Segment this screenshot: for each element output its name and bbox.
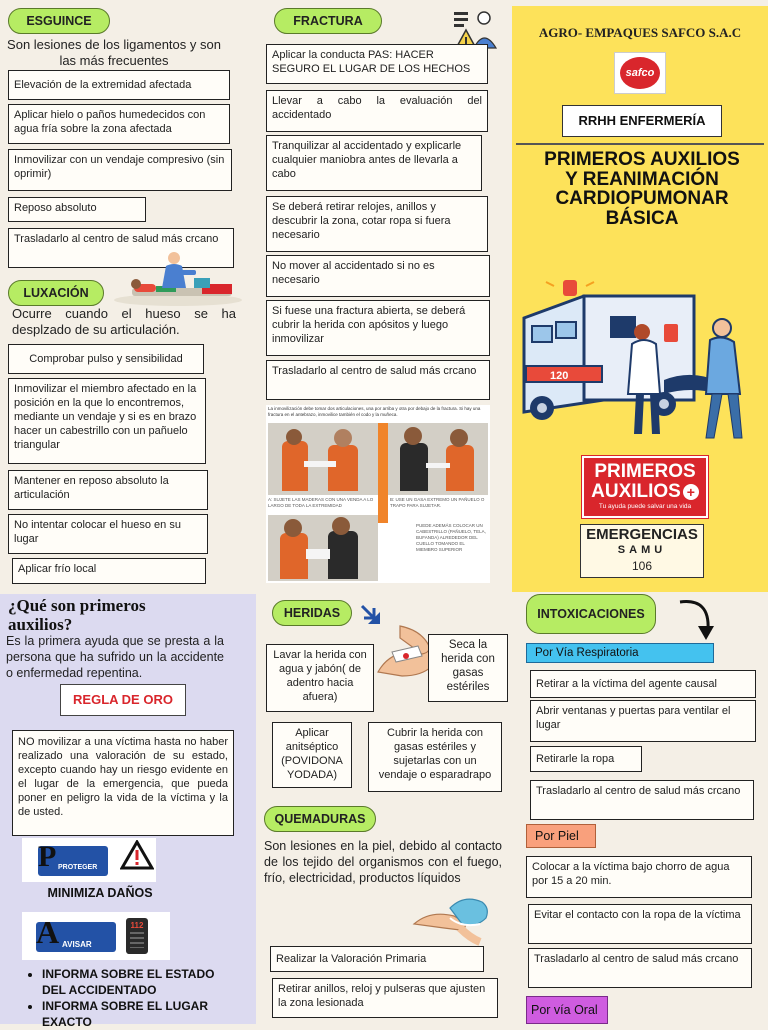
esguince-item-5: Trasladarlo al centro de salud más crcano <box>8 228 234 268</box>
esguince-title: ESGUINCE <box>8 8 110 34</box>
badge-line-2: AUXILIOS <box>591 481 681 502</box>
heridas-title: HERIDAS <box>272 600 352 626</box>
respiratoria-label: Por Vía Respiratoria <box>526 643 714 663</box>
esguince-item-2: Aplicar hielo o paños humedecidos con agua fría sobre la zona afectada <box>8 104 230 144</box>
que-son-title: ¿Qué son primeros auxilios? <box>8 596 146 634</box>
cover-divider <box>516 143 764 145</box>
nurse-care-illustration <box>112 248 244 308</box>
safco-logo-text: safco <box>620 57 660 89</box>
warning-triangle-icon <box>120 840 154 870</box>
avisar-label: AVISAR <box>62 940 92 949</box>
luxacion-item-5: Aplicar frío local <box>12 558 206 584</box>
piel-item-3: Trasladarlo al centro de salud más crcano <box>528 948 752 988</box>
luxacion-title: LUXACIÓN <box>8 280 104 306</box>
fractura-photo-a <box>268 423 378 495</box>
luxacion-item-2: Inmovilizar el miembro afectado en la posición en la que lo encontremos, mediante un vendaje y si es en brazo hacer un cabestrillo con un pañuelo triangular <box>8 378 206 464</box>
bullet-lugar: • INFORMA SOBRE EL LUGAR EXACTO <box>42 998 240 1030</box>
fractura-item-4: Se deberá retirar relojes, anillos y descubrir la zona, cotar ropa si fuera necesario <box>266 196 488 252</box>
fractura-photo-b-caption: B: USE UN GASA EXTREMO UN PAÑUELO O TRAPO PARA SUJETAR. <box>390 497 485 508</box>
fractura-photo-c <box>268 515 378 581</box>
heridas-item-2: Seca la herida con gasas estériles <box>428 634 508 702</box>
fractura-item-5: No mover al accidentado si no es necesario <box>266 255 490 297</box>
esguince-item-3: Inmovilizar con un vendaje compresivo (sin oprimir) <box>8 149 232 191</box>
minimiza-danos: MINIMIZA DAÑOS <box>47 886 153 900</box>
emergency-service: SAMU <box>617 544 667 556</box>
emergency-number: 106 <box>631 559 653 573</box>
phone-number: 112 <box>130 921 144 930</box>
avisar-letter: A <box>36 914 60 950</box>
luxacion-item-1: Comprobar pulso y sensibilidad <box>8 344 204 374</box>
esguince-intro: Son lesiones de los ligamentos y son las más frecuentes <box>7 37 221 68</box>
fractura-photo-a-caption: A: SUJETE LAS MADERAS CON UNA VENDA A LO LARGO DE TODA LA EXTREMIDAD <box>268 497 374 508</box>
primeros-auxilios-badge <box>582 456 708 518</box>
avisar-banner <box>22 912 170 960</box>
emergency-card <box>580 524 704 578</box>
esguince-item-4: Reposo absoluto <box>8 197 146 222</box>
fractura-photo-panel <box>266 405 490 583</box>
heridas-item-3: Aplicar anitséptico (POVIDONA YODADA) <box>272 722 352 788</box>
heridas-item-1: Lavar la herida con agua y jabón( de adentro hacia afuera) <box>266 644 374 712</box>
respiratoria-item-2: Abrir ventanas y puertas para ventilar el lugar <box>530 700 756 742</box>
luxacion-intro: Ocurre cuando el hueso se ha desplzado de su articulación. <box>12 306 236 337</box>
medical-cross-icon: + <box>683 484 699 500</box>
curved-arrow-icon <box>676 596 716 644</box>
regla-de-oro-text: NO movilizar a una víctima hasta no haber realizado una valoración de su estado, excepto cuando hay un riesgo evidente en el lugar de la emergencia, que pueda poner en peligro la vida de la víctima y la de usted. <box>12 730 234 836</box>
quemaduras-item-1: Realizar la Valoración Primaria <box>270 946 484 972</box>
intoxicaciones-title: INTOXICACIONES <box>526 594 656 634</box>
fractura-item-7: Trasladarlo al centro de salud más crcano <box>266 360 490 400</box>
cover-dept: RRHH ENFERMERÍA <box>562 105 722 137</box>
fractura-photo-c-caption: PUEDE ADEMÁS COLOCAR UN CABESTRILLO (PAÑUELO, TELA, BUFANDA) ALREDEDOR DEL CUELLO TOMANDO EL MIEMBRO SUPERIOR <box>416 523 486 552</box>
bullet-estado: • INFORMA SOBRE EL ESTADO DEL ACCIDENTADO <box>42 966 240 998</box>
quemaduras-intro: Son lesiones en la piel, debido al contacto de los tejido del organismos con el fuego, frío, electricidad, productos líquidos <box>264 839 502 885</box>
esguince-item-1: Elevación de la extremidad afectada <box>8 70 230 100</box>
ambulance-illustration <box>514 280 768 445</box>
regla-de-oro-title: REGLA DE ORO <box>60 684 186 716</box>
oral-label: Por vía Oral <box>526 996 608 1024</box>
quemaduras-item-2: Retirar anillos, reloj y pulseras que ajusten la zona lesionada <box>272 978 498 1018</box>
piel-label: Por Piel <box>526 824 596 848</box>
fractura-photo-b <box>388 423 488 495</box>
emergency-title: EMERGENCIAS <box>586 526 698 543</box>
que-son-bullets <box>28 966 240 1030</box>
fractura-photo-divider <box>378 423 388 523</box>
fractura-item-3: Tranquilizar al accidentado y explicarle cualquier maniobra antes de llevarla a cabo <box>266 135 482 191</box>
que-son-text: Es la primera ayuda que se presta a la persona que ha sufrido un la accidente o enfermedad repentina. <box>6 634 224 680</box>
proteger-label: PROTEGER <box>58 864 98 871</box>
fractura-item-1: Aplicar la conducta PAS: HACER SEGURO EL LUGAR DE LOS HECHOS <box>266 44 488 84</box>
cover-company: AGRO- EMPAQUES SAFCO S.A.C <box>538 25 742 40</box>
piel-item-1: Colocar a la víctima bajo chorro de agua por 15 a 20 min. <box>526 856 752 898</box>
respiratoria-item-4: Trasladarlo al centro de salud más crcano <box>530 780 754 820</box>
respiratoria-item-1: Retirar a la víctima del agente causal <box>530 670 756 698</box>
piel-item-2: Evitar el contacto con la ropa de la víctima <box>528 904 752 944</box>
burn-care-illustration <box>410 888 492 950</box>
respiratoria-item-3: Retirarle la ropa <box>530 746 642 772</box>
badge-line-1: PRIMEROS <box>594 461 696 482</box>
safco-logo <box>614 52 666 94</box>
proteger-letter: P <box>38 840 57 873</box>
fractura-title: FRACTURA <box>274 8 382 34</box>
luxacion-item-3: Mantener en reposo absoluto la articulación <box>8 470 208 510</box>
luxacion-item-4: No intentar colocar el hueso en su lugar <box>8 514 208 554</box>
fractura-item-2: Llevar a cabo la evaluación del accidentado <box>266 90 488 132</box>
proteger-banner <box>22 838 156 882</box>
fractura-photo-caption: La inmovilización debe tomar dos articulaciones, una por arriba y otra por debajo de la fractura. Si hay una fractura en el antebrazo, inmovilice también el codo y la muñeca. <box>268 406 481 417</box>
badge-subtitle: Tu ayuda puede salvar una vida <box>598 503 692 510</box>
ambulance-number: 120 <box>550 370 569 382</box>
fractura-item-6: Si fuese una fractura abierta, se deberá cubrir la herida con apósitos y luego inmovilizar <box>266 300 490 356</box>
cover-title: PRIMEROS AUXILIOS Y REANIMACIÓN CARDIOPUMONAR BÁSICA <box>544 149 740 229</box>
heridas-item-4: Cubrir la herida con gasas estériles y sujetarlas con un vendaje o esparadrapo <box>368 722 502 792</box>
phone-icon <box>126 918 148 954</box>
quemaduras-title: QUEMADURAS <box>264 806 376 832</box>
